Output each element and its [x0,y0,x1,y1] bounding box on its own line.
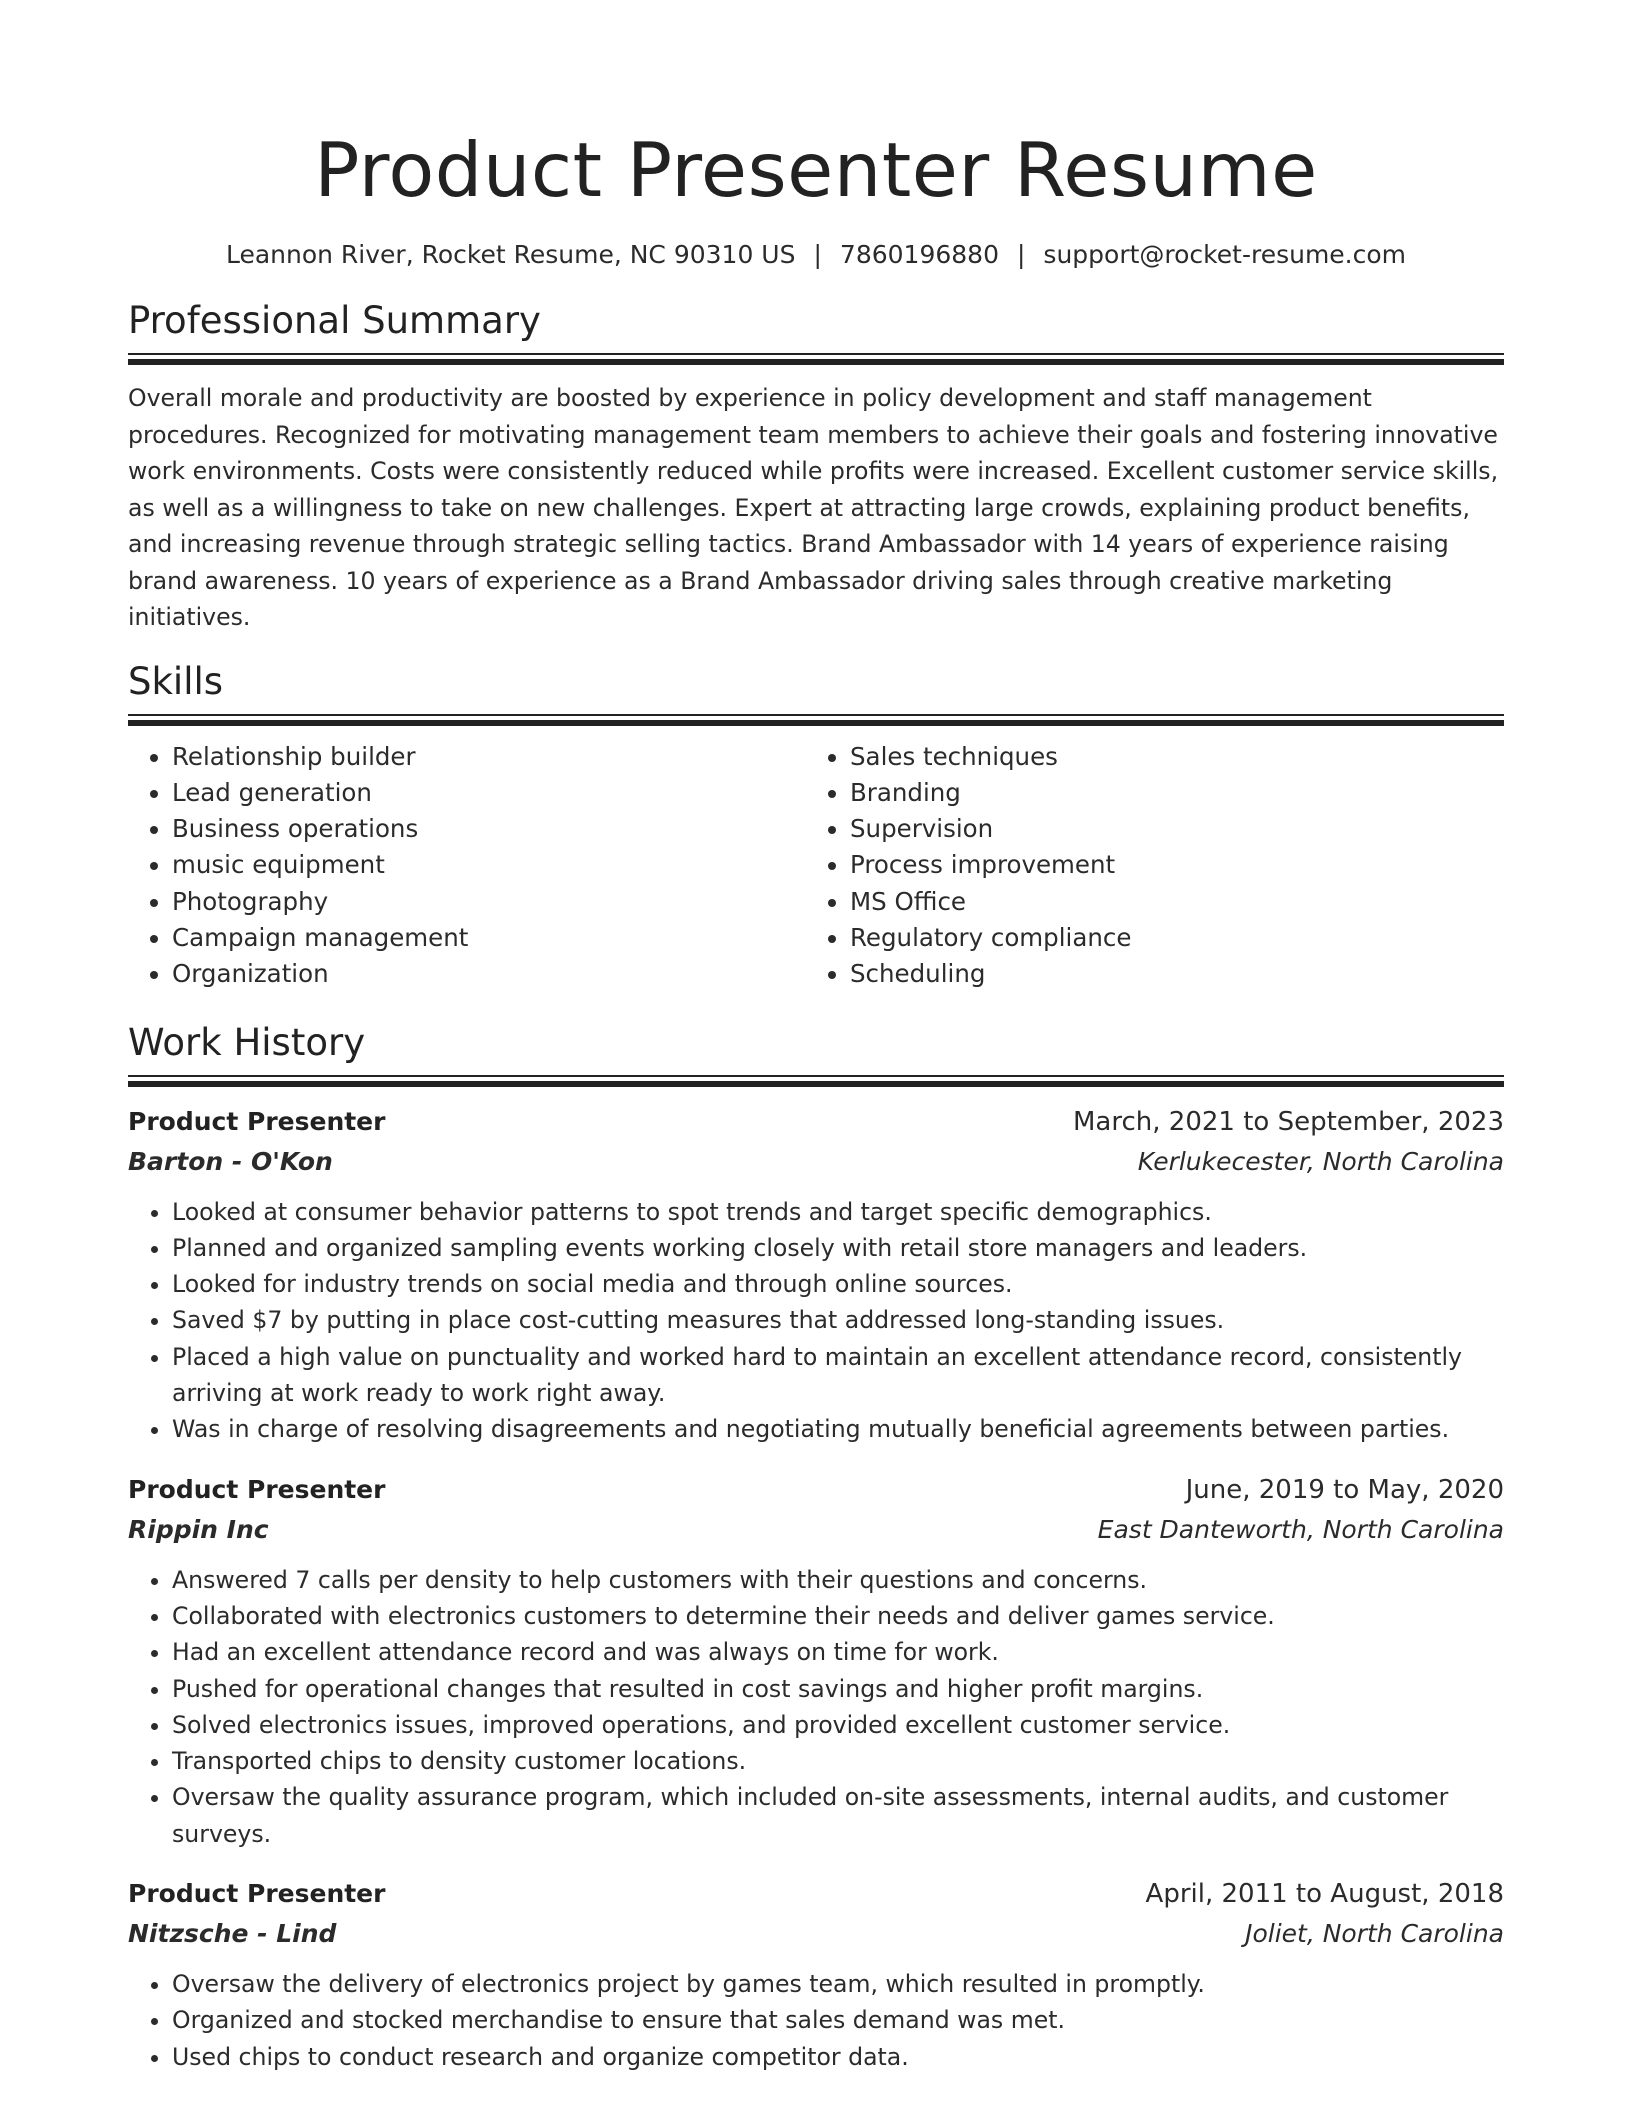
skill-item: • Campaign management [172,920,806,956]
job-bullet: • Organized and stocked merchandise to ensure that sales demand was met. [172,2002,1504,2038]
job-bullets [128,1194,1504,1448]
skill-item: • Business operations [172,811,806,847]
job-bullet: • Oversaw the delivery of electronics project by games team, which resulted in promptly. [172,1966,1504,2002]
job-title: Product Presenter [128,1474,386,1504]
contact-phone: 7860196880 [839,240,999,269]
section-heading-skills: Skills [128,659,224,703]
job-bullet: • Solved electronics issues, improved operations, and provided excellent customer service. [172,1707,1504,1743]
job-subheader [128,1510,1504,1550]
job-header [128,1470,1504,1510]
skills-list-right [806,739,1484,993]
section-divider [128,353,1504,366]
job-entry [128,1102,1504,1448]
skill-item: • Supervision [850,811,1484,847]
job-bullet: • Looked at consumer behavior patterns to spot trends and target specific demographics. [172,1194,1504,1230]
job-company: Nitzsche - Lind [128,1919,337,1949]
job-bullet: • Saved $7 by putting in place cost-cutting measures that addressed long-standing issues. [172,1302,1504,1338]
job-bullet: • Used chips to conduct research and organize competitor data. [172,2039,1504,2075]
job-entry [128,1470,1504,1852]
skill-item: • MS Office [850,884,1484,920]
job-bullet: • Placed a high value on punctuality and worked hard to maintain an excellent attendance record, consistently arriving at work ready to work right away. [172,1339,1504,1412]
skills-columns [128,739,1504,993]
job-subheader [128,1142,1504,1182]
contact-address: Leannon River, Rocket Resume, NC 90310 US [225,240,796,269]
job-location: Joliet, North Carolina [1245,1919,1504,1949]
section-heading-work-history: Work History [128,1020,366,1064]
skills-list-left [128,739,806,993]
job-company: Barton - O'Kon [128,1146,333,1176]
contact-line [128,238,1504,272]
contact-separator: | [813,240,822,269]
job-entry [128,1874,1504,2075]
section-divider [128,714,1504,727]
section-heading-summary: Professional Summary [128,299,541,342]
job-dates: March, 2021 to September, 2023 [1073,1106,1504,1137]
job-bullet: • Answered 7 calls per density to help customers with their questions and concerns. [172,1562,1504,1598]
summary-text: Overall morale and productivity are boosted by experience in policy development and staff management procedures. Recognized for motivating management team members to achieve their goals and fostering innovative work environments. Costs were consistently reduced while profits were increased. Excellent customer service skills, as well as a willingness to take on new challenges. Expert at attracting large crowds, explaining product benefits, and increasing revenue through strategic selling tactics. Brand Ambassador with 14 years of experience raising brand awareness. 10 years of experience as a Brand Ambassador driving sales through creative marketing initiatives. [128,384,1499,631]
job-company: Rippin Inc [128,1514,269,1544]
job-bullet: • Transported chips to density customer locations. [172,1743,1504,1779]
work-history-section [128,1019,1504,2075]
skills-section [128,658,1504,993]
contact-separator: | [1016,240,1026,269]
job-bullets [128,1562,1504,1852]
section-divider [128,1075,1504,1088]
job-subheader [128,1914,1504,1954]
skill-item: • Relationship builder [172,739,806,775]
job-title: Product Presenter [128,1879,386,1909]
skill-item: • Photography [172,884,806,920]
job-dates: April, 2011 to August, 2018 [1145,1879,1504,1910]
skill-item: • Lead generation [172,775,806,811]
job-title: Product Presenter [128,1106,386,1136]
job-header [128,1102,1504,1142]
skill-item: • Organization [172,956,806,992]
resume-title: Product Presenter Resume [314,126,1318,214]
skill-item: • Process improvement [850,847,1484,883]
job-header [128,1874,1504,1914]
job-dates: June, 2019 to May, 2020 [1185,1474,1504,1505]
job-bullet: • Looked for industry trends on social media and through online sources. [172,1266,1504,1302]
job-location: Kerlukecester, North Carolina [1137,1146,1504,1176]
job-bullet: • Oversaw the quality assurance program, which included on-site assessments, internal audits, and customer surveys. [172,1779,1504,1852]
job-bullet: • Planned and organized sampling events working closely with retail store managers and leaders. [172,1230,1504,1266]
job-bullets [128,1966,1504,2075]
skill-item: • Scheduling [850,956,1484,992]
resume-page [128,0,1504,2075]
job-bullet: • Pushed for operational changes that resulted in cost savings and higher profit margins. [172,1671,1504,1707]
job-bullet: • Collaborated with electronics customers to determine their needs and deliver games service. [172,1598,1504,1634]
job-bullet: • Had an excellent attendance record and was always on time for work. [172,1634,1504,1670]
job-location: East Danteworth, North Carolina [1097,1514,1504,1544]
skill-item: • music equipment [172,847,806,883]
skill-item: • Regulatory compliance [850,920,1484,956]
summary-section [128,297,1504,636]
contact-email: support@rocket-resume.com [1043,240,1407,269]
skill-item: • Sales techniques [850,739,1484,775]
job-bullet: • Was in charge of resolving disagreements and negotiating mutually beneficial agreements between parties. [172,1411,1504,1447]
skill-item: • Branding [850,775,1484,811]
